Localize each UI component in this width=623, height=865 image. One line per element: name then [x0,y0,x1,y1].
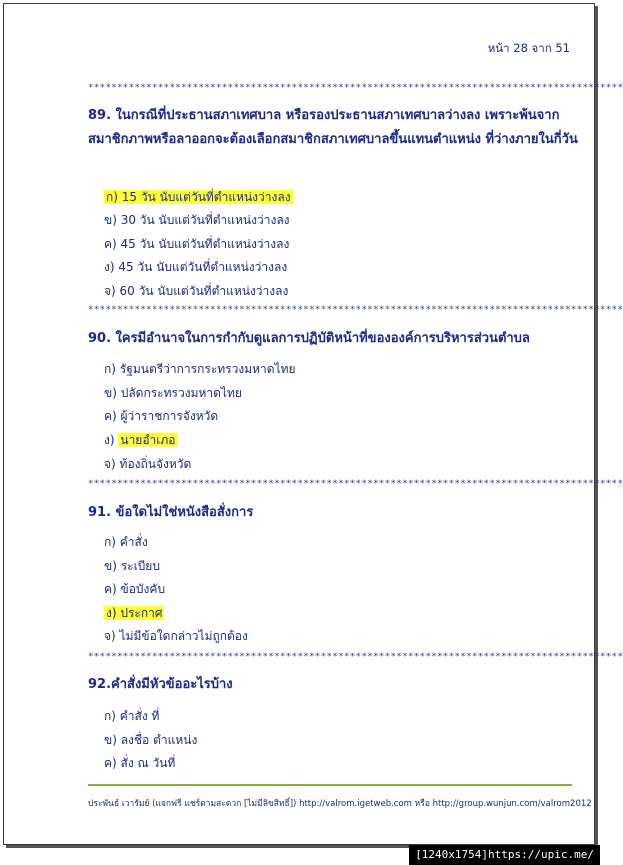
question-92: 92.คำสั่งมีหัวข้ออะไรบ้าง [88,677,233,692]
image-watermark: [1240x1754]https://upic.me/ [409,845,600,865]
separator: ******************************************************************************************** [88,652,623,662]
option-89-a[interactable] [104,188,293,206]
option-92-a[interactable]: ก) คำสั่ง ที่ [104,709,160,723]
option-91-a[interactable]: ก) คำสั่ง [104,535,148,549]
option-90-e[interactable]: จ) ท้องถิ่นจังหวัด [104,457,192,471]
option-92-b[interactable]: ข) ลงชื่อ ตำแหน่ง [104,733,198,747]
option-92-c[interactable]: ค) สั่ง ณ วันที่ [104,756,176,770]
option-prefix: ง) [104,433,119,447]
footer-rule [88,784,572,786]
footer-credit: ประพันธ์ เวารัมย์ (แจกฟรี แชร์ตามสะดวก [ไม่มีลิขสิทธิ์]) http://valrom.igetweb.com หรือ http://group.wunjun.com/valrom2012 [88,799,592,809]
question-90: 90. ใครมีอำนาจในการกำกับดูแลการปฏิบัติหน้าที่ขององค์การบริหารส่วนตำบล [88,331,530,346]
option-89-d[interactable]: ง) 45 วัน นับแต่วันที่ตำแหน่งว่างลง [104,260,288,274]
separator: ******************************************************************************************** [88,83,623,93]
option-91-b[interactable]: ข) ระเบียบ [104,559,160,573]
answer-highlight: นายอำเภอ [120,433,176,447]
option-91-d[interactable] [104,604,164,622]
page-number: หน้า 28 จาก 51 [487,41,570,55]
option-91-c[interactable]: ค) ข้อบังคับ [104,582,166,596]
option-91-e[interactable]: จ) ไม่มีข้อใดกล่าวไม่ถูกต้อง [104,629,248,643]
separator: ******************************************************************************************** [88,305,623,315]
option-89-b[interactable]: ข) 30 วัน นับแต่วันที่ตำแหน่งว่างลง [104,213,290,227]
option-90-d[interactable] [104,431,178,449]
question-91: 91. ข้อใดไม่ใช่หนังสือสั่งการ [88,505,254,520]
option-90-b[interactable]: ข) ปลัดกระทรวงมหาดไทย [104,386,242,400]
answer-highlight: ก) 15 วัน นับแต่วันที่ตำแหน่งว่างลง [106,190,291,204]
option-90-a[interactable]: ก) รัฐมนตรีว่าการกระทรวงมหาดไทย [104,362,296,376]
option-90-c[interactable]: ค) ผู้ว่าราชการจังหวัด [104,409,219,423]
option-89-c[interactable]: ค) 45 วัน นับแต่วันที่ตำแหน่งว่างลง [104,237,290,251]
separator: ******************************************************************************************** [88,479,623,489]
answer-highlight: ง) ประกาศ [106,606,163,620]
question-89: 89. ในกรณีที่ประธานสภาเทศบาล หรือรองประธานสภาเทศบาลว่างลง เพราะพ้นจากสมาชิกภาพหรือลาออกจะต้องเลือกสมาชิกสภาเทศบาลขึ้นแทนตำแหน่ง ที่ว่างภายในกี่วัน [88,108,578,147]
option-89-e[interactable]: จ) 60 วัน นับแต่วันที่ตำแหน่งว่างลง [104,284,289,298]
